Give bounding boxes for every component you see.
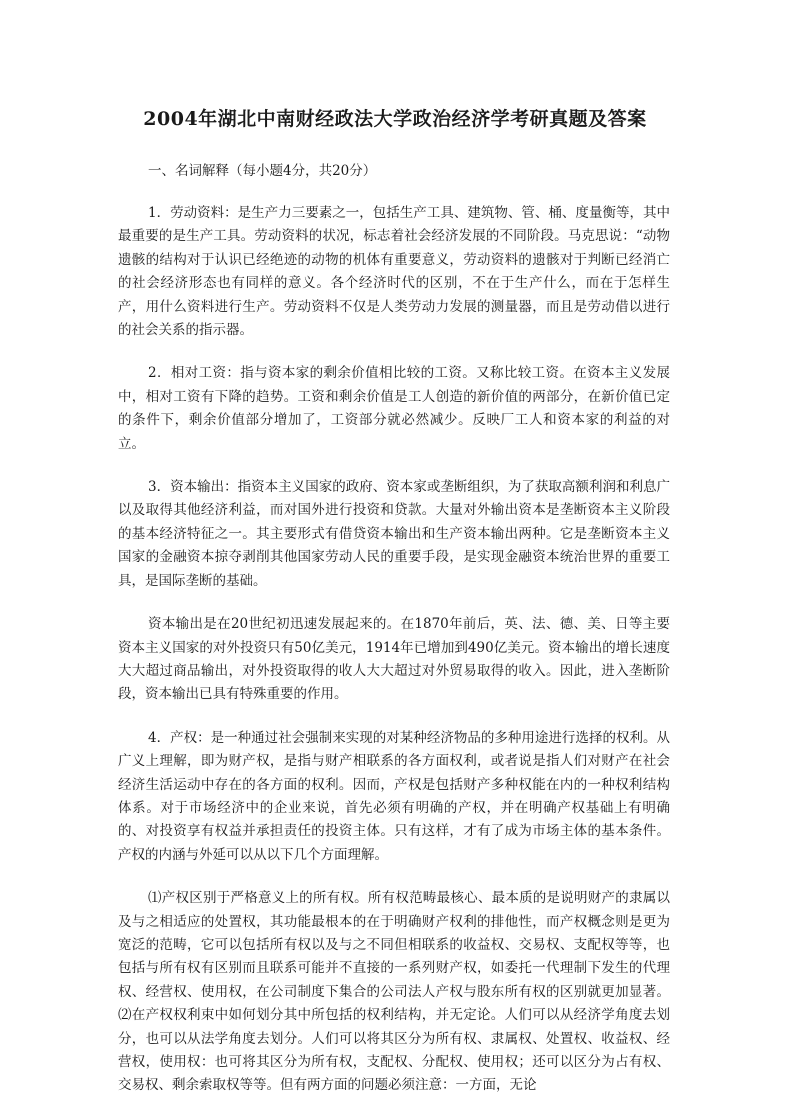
document-title: 2004年湖北中南财经政法大学政治经济学考研真题及答案 [143, 108, 647, 130]
paragraph-property-rights: 4．产权：是一种通过社会强制来实现的对某种经济物品的多种用途进行选择的权利。从广义上理解，即为财产权，是指与财产相联系的各方面权利，或者说是指人们对财产在社会经济生活运动中存在的各方面的权利。因而，产权是包括财产多种权能在内的一种权利结构体系。对于市场经济中的企业来说，首先必须有明确的产权，并在明确产权基础上有明确的、对投资享有权益并承担责任的投资主体。只有这样，才有了成为市场主体的基本条件。产权的内涵与外延可以从以下几个方面理解。 [118, 729, 670, 863]
document-body [118, 160, 670, 1118]
paragraph-relative-wage: 2．相对工资：指与资本家的剩余价值相比较的工资。又称比较工资。在资本主义发展中，相对工资有下降的趋势。工资和剩余价值是工人创造的新价值的两部分，在新价值已定的条件下，剩余价值部分增加了，工资部分就必然减少。反映厂工人和资本家的利益的对立。 [118, 365, 670, 452]
section-heading: 一、名词解释（每小题4分，共20分） [148, 163, 377, 179]
paragraph-property-rights-detail: ⑴产权区别于严格意义上的所有权。所有权范畴最核心、最本质的是说明财产的隶属以及与之相适应的处置权，其功能最根本的在于明确财产权利的排他性，而产权概念则是更为宽泛的范畴，它可以包括所有权以及与之不同但相联系的收益权、交易权、支配权等等，也包括与所有权有区别而且联系可能并不直接的一系列财产权，如委托一代理制下发生的代理权、经营权、使用权，在公司制度下集合的公司法人产权与股东所有权的区别就更加显著。⑵在产权权利束中如何划分其中所包括的权利结构，并无定论。人们可以从经济学角度去划分，也可以从法学角度去划分。人们可以将其区分为所有权、隶属权、处置权、收益权、经营权，使用权：也可将其区分为所有权，支配权、分配权、使用权；还可以区分为占有权、交易权、剩余索取权等等。但有两方面的问题必须注意：一方面，无论 [118, 890, 670, 1094]
paragraph-capital-export: 3．资本输出：指资本主义国家的政府、资本家或垄断组织，为了获取高额利润和利息广以及取得其他经济利益，而对国外进行投资和贷款。大量对外输出资本是垄断资本主义阶段的基本经济特征之一。其主要形式有借贷资本输出和生产资本输出两种。它是垄断资本主义国家的金融资本掠夺剥削其他国家劳动人民的重要手段，是实现金融资本统治世界的重要工具，是国际垄断的基础。 [118, 479, 670, 589]
paragraph-capital-export-history: 资本输出是在20世纪初迅速发展起来的。在1870年前后，英、法、德、美、日等主要资本主义国家的对外投资只有50亿美元，1914年已增加到490亿美元。资本输出的增长速度大大超过商品输出，对外投资取得的收人大大超过对外贸易取得的收入。因此，进入垄断阶段，资本输出已具有特殊重要的作用。 [118, 616, 670, 703]
paragraph-labor-materials: 1．劳动资料：是生产力三要素之一，包括生产工具、建筑物、管、桶、度量衡等，其中最重要的是生产工具。劳动资料的状况，标志着社会经济发展的不同阶段。马克思说：“动物遗骸的结构对于认识已经绝迹的动物的机体有重要意义，劳动资料的遗骸对于判断已经消亡的社会经济形态也有同样的意义。各个经济时代的区别，不在于生产什么，而在于怎样生产，用什么资料进行生产。劳动资料不仅是人类劳动力发展的测量器，而且是劳动借以进行的社会关系的指示器。 [118, 205, 670, 339]
